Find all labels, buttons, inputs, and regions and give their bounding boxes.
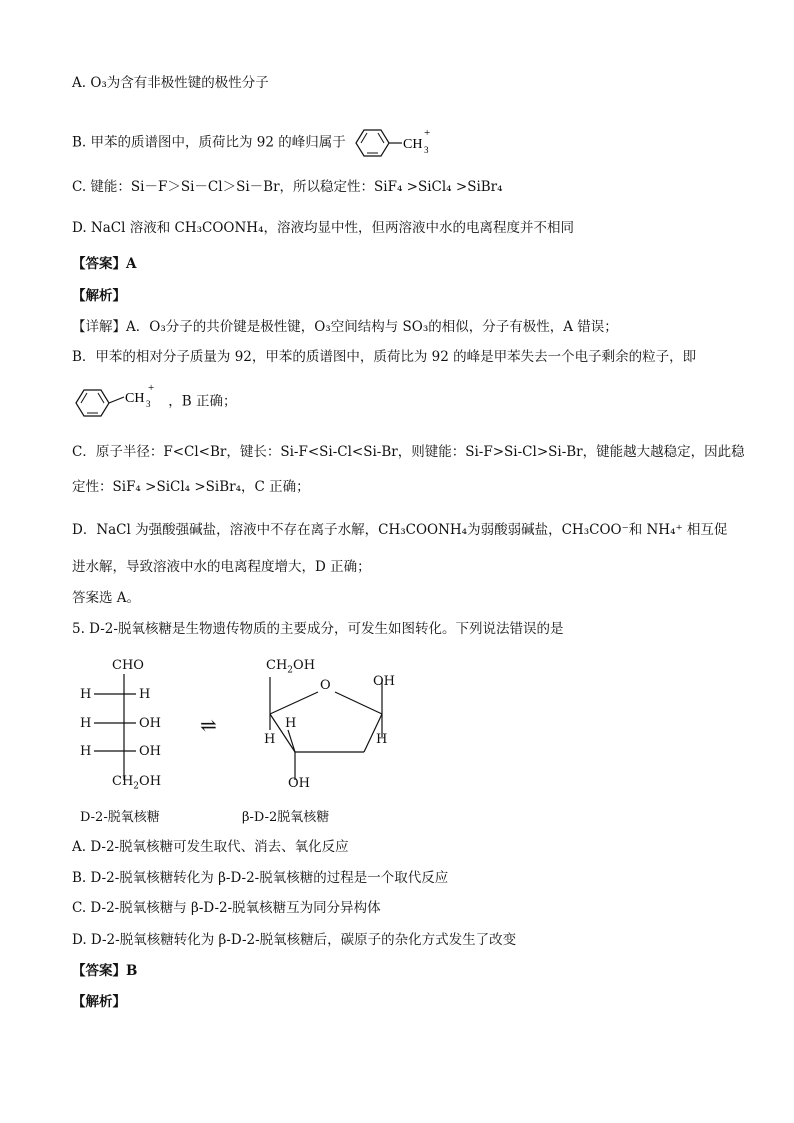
q5-option-d: D. D-2-脱氧核糖转化为 β-D-2-脱氧核糖后，碳原子的杂化方式发生了改变 xyxy=(72,932,517,948)
chain-bottom-oh: OH xyxy=(139,774,162,789)
q4-detail-d-line2: 进水解，导致溶液中水的电离程度增大，D 正确； xyxy=(72,559,371,575)
toluene-charge-label-2: + xyxy=(148,382,155,394)
q5-option-c: C. D-2-脱氧核糖与 β-D-2-脱氧核糖互为同分异构体 xyxy=(72,900,381,916)
q4-analysis-heading: 【解析】 xyxy=(72,288,126,304)
toluene-cation-structure xyxy=(350,124,440,162)
q5-stem: 5. D-2-脱氧核糖是生物遗传物质的主要成分，可发生如图转化。下列说法错误的是 xyxy=(72,621,564,637)
ring-top-sub: 2 xyxy=(287,665,294,676)
q5-option-a: A. D-2-脱氧核糖可发生取代、消去、氧化反应 xyxy=(72,839,349,855)
q4-detail-c-line2: 定性：SiF₄ >SiCl₄ >SiBr₄，C 正确； xyxy=(72,479,310,495)
q4-detail-b-end: ，B 正确； xyxy=(168,393,237,410)
q4-option-b xyxy=(72,124,440,162)
chain-row1-right: H xyxy=(139,687,151,702)
q4-option-d: D. NaCl 溶液和 CH₃COONH₄，溶液均显中性，但两溶液中水的电离程度并不相同 xyxy=(72,220,574,236)
ring-top-ch: CH xyxy=(266,658,288,673)
ring-oh-right: OH xyxy=(373,674,395,689)
q5-option-b: B. D-2-脱氧核糖转化为 β-D-2-脱氧核糖的过程是一个取代反应 xyxy=(72,870,449,886)
toluene-ch-label-2: CH xyxy=(125,391,145,406)
chain-bottom-sub: 2 xyxy=(133,781,140,792)
chain-cho: CHO xyxy=(112,658,144,673)
ring-oxygen: O xyxy=(320,678,331,693)
ring-caption: β-D-2脱氧核糖 xyxy=(242,810,330,825)
ring-h-left-lower: H xyxy=(264,732,276,747)
ring-oh-bottom: OH xyxy=(288,776,310,791)
chain-row2-left: H xyxy=(80,716,92,731)
q4-option-a: A. O₃为含有非极性键的极性分子 xyxy=(72,75,269,91)
d2-deoxyribose-structure xyxy=(70,652,200,832)
ring-h-right: H xyxy=(376,732,388,747)
q4-answer: 【答案】A xyxy=(72,256,137,272)
toluene-charge-label: + xyxy=(424,127,431,139)
chain-row1-left: H xyxy=(80,687,92,702)
q4-detail-d-line1: D．NaCl 为强酸强碱盐，溶液中不存在离子水解，CH₃COONH₄为弱酸弱碱盐，CH₃COO⁻和 NH₄⁺ 相互促 xyxy=(72,522,728,538)
chain-row2-right: OH xyxy=(139,716,161,731)
q5-analysis-heading: 【解析】 xyxy=(72,994,126,1010)
q4-option-b-text: B. 甲苯的质谱图中，质荷比为 92 的峰归属于 xyxy=(72,134,346,151)
q4-option-c: C. 键能：Si－F＞Si－Cl＞Si－Br，所以稳定性：SiF₄ >SiCl₄ >SiBr₄ xyxy=(72,179,503,195)
q4-detail-c-line1: C．原子半径：F<Cl<Br，键长：Si-F<Si-Cl<Si-Br，则键能：Si-F>Si-Cl>Si-Br，键能越大越稳定，因此稳 xyxy=(72,444,745,460)
ring-h-left-upper: H xyxy=(285,716,297,731)
chain-row3-left: H xyxy=(80,744,92,759)
chain-caption: D-2-脱氧核糖 xyxy=(80,810,160,825)
q4-detail-b-line2 xyxy=(72,382,237,422)
q4-detail-a: 【详解】A．O₃分子的共价键是极性键，O₃空间结构与 SO₃的相似，分子有极性，A 错误； xyxy=(72,319,618,335)
ring-top-group xyxy=(266,658,315,676)
toluene-sub-label: 3 xyxy=(424,145,429,155)
toluene-cation-structure-explanation xyxy=(72,382,164,422)
equilibrium-arrow: ⇌ xyxy=(200,713,217,737)
beta-d2-deoxyribose-structure xyxy=(242,652,422,832)
chain-row3-right: OH xyxy=(139,744,161,759)
q5-answer: 【答案】B xyxy=(72,963,138,979)
chain-bottom-ch: CH xyxy=(112,774,134,789)
chain-bottom xyxy=(112,774,161,792)
q4-final-choice: 答案选 A。 xyxy=(72,590,141,606)
q4-detail-b-line1: B．甲苯的相对分子质量为 92，甲苯的质谱图中，质荷比为 92 的峰是甲苯失去一个电子剩余的粒子，即 xyxy=(72,349,697,365)
toluene-ch-label: CH xyxy=(403,137,423,152)
toluene-sub-label-2: 3 xyxy=(146,399,151,409)
ring-top-oh: OH xyxy=(293,658,316,673)
